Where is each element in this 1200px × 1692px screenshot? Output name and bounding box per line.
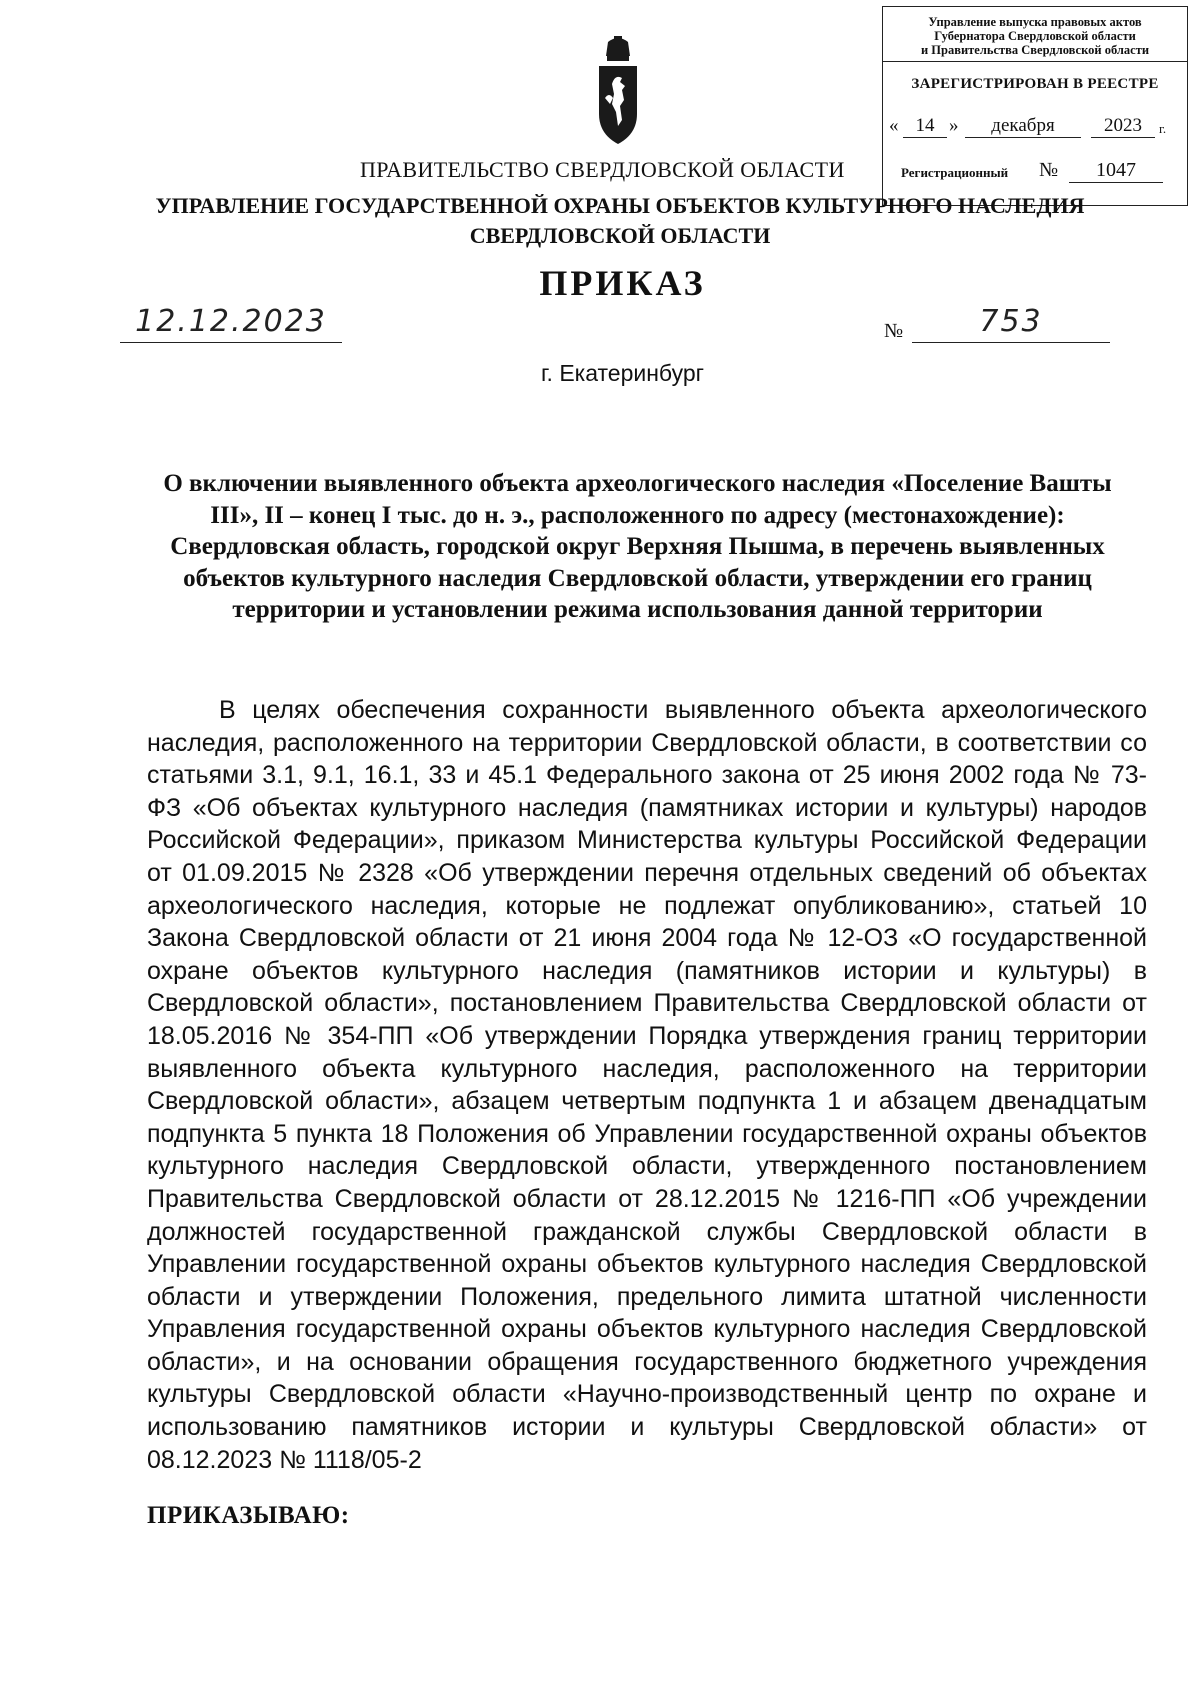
department-title-line: СВЕРДЛОВСКОЙ ОБЛАСТИ [469, 223, 771, 248]
order-subject: О включении выявленного объекта археологического наследия «Поселение Вашты III», II – конец I тыс. до н. э., расположенного по адресу (местонахождение): Свердловская область, городской округ Верхняя Пышма, в перечень выявленных объектов культурного наследия Свердловской области, утверждении его границ территории и установлении режима использования данной территории [163, 470, 1112, 623]
department-title [120, 191, 1120, 251]
registration-office-line: Губернатора Свердловской области [934, 29, 1136, 43]
order-date: 12.12.2023 [120, 302, 342, 343]
registration-number-sign: № [1039, 159, 1059, 181]
department-title-line: УПРАВЛЕНИЕ ГОСУДАРСТВЕННОЙ ОХРАНЫ ОБЪЕКТОВ КУЛЬТУРНОГО НАСЛЕДИЯ [155, 193, 1085, 218]
registration-day: 14 [903, 115, 947, 138]
registration-quote-open: « [889, 115, 899, 136]
registration-quote-close: » [949, 115, 959, 136]
registration-month: декабря [965, 115, 1081, 138]
order-number: 753 [912, 302, 1110, 343]
registration-year-suffix: г. [1159, 121, 1167, 136]
coat-of-arms-icon [595, 34, 641, 146]
decree-heading: ПРИКАЗЫВАЮ: [147, 1502, 350, 1529]
registration-number-label: Регистрационный [901, 165, 1009, 180]
registration-number: 1047 [1069, 159, 1163, 183]
registration-stamp [882, 6, 1188, 206]
government-title: ПРАВИТЕЛЬСТВО СВЕРДЛОВСКОЙ ОБЛАСТИ [360, 157, 845, 182]
order-number-label: № [884, 320, 904, 342]
registration-office [883, 7, 1187, 62]
registration-title: ЗАРЕГИСТРИРОВАН В РЕЕСТРЕ [911, 76, 1159, 92]
registration-office-line: и Правительства Свердловской области [920, 43, 1150, 57]
registration-year: 2023 [1091, 115, 1155, 138]
registration-number-row [883, 159, 1187, 189]
order-preamble: В целях обеспечения сохранности выявленного объекта археологического наследия, расположенного на территории Свердловской области, в соответствии со статьями 3.1, 9.1, 16.1, 33 и 45.1 Федерального закона от 25 июня 2002 года № 73-ФЗ «Об объектах культурного наследия (памятниках истории и культуры) народов Российской Федерации», приказом Министерства культуры Российской Федерации от 01.09.2015 № 2328 «Об утверждении перечня отдельных сведений об объектах археологического наследия, которые не подлежат опубликованию», статьей 10 Закона Свердловской области от 21 июня 2004 года № 12-ОЗ «О государственной охране объектов культурного наследия (памятников истории и культуры) в Свердловской области», постановлением Правительства Свердловской области от 18.05.2016 № 354-ПП «Об утверждении Порядка утверждения границ территории выявленного объекта культурного наследия, расположенного на территории Свердловской области», абзацем четвертым подпункта 1 и абзацем двенадцатым подпункта 5 пункта 18 Положения об Управлении государственной охраны объектов культурного наследия Свердловской области, утвержденного постановлением Правительства Свердловской области от 28.12.2015 № 1216-ПП «Об учреждении должностей государственной гражданской службы Свердловской области в Управлении государственной охраны объектов культурного наследия Свердловской области и утверждении Положения, предельного лимита штатной численности Управления государственной охраны объектов культурного наследия Свердловской области», и на основании обращения государственного бюджетного учреждения культуры Свердловской области «Научно-производственный центр по охране и использованию памятников истории и культуры Свердловской области» от 08.12.2023 № 1118/05-2 [147, 696, 1147, 1474]
order-city: г. Екатеринбург [540, 360, 705, 386]
registration-date [883, 115, 1187, 145]
registration-office-line: Управление выпуска правовых актов [928, 15, 1142, 29]
document-type: ПРИКАЗ [539, 263, 706, 303]
